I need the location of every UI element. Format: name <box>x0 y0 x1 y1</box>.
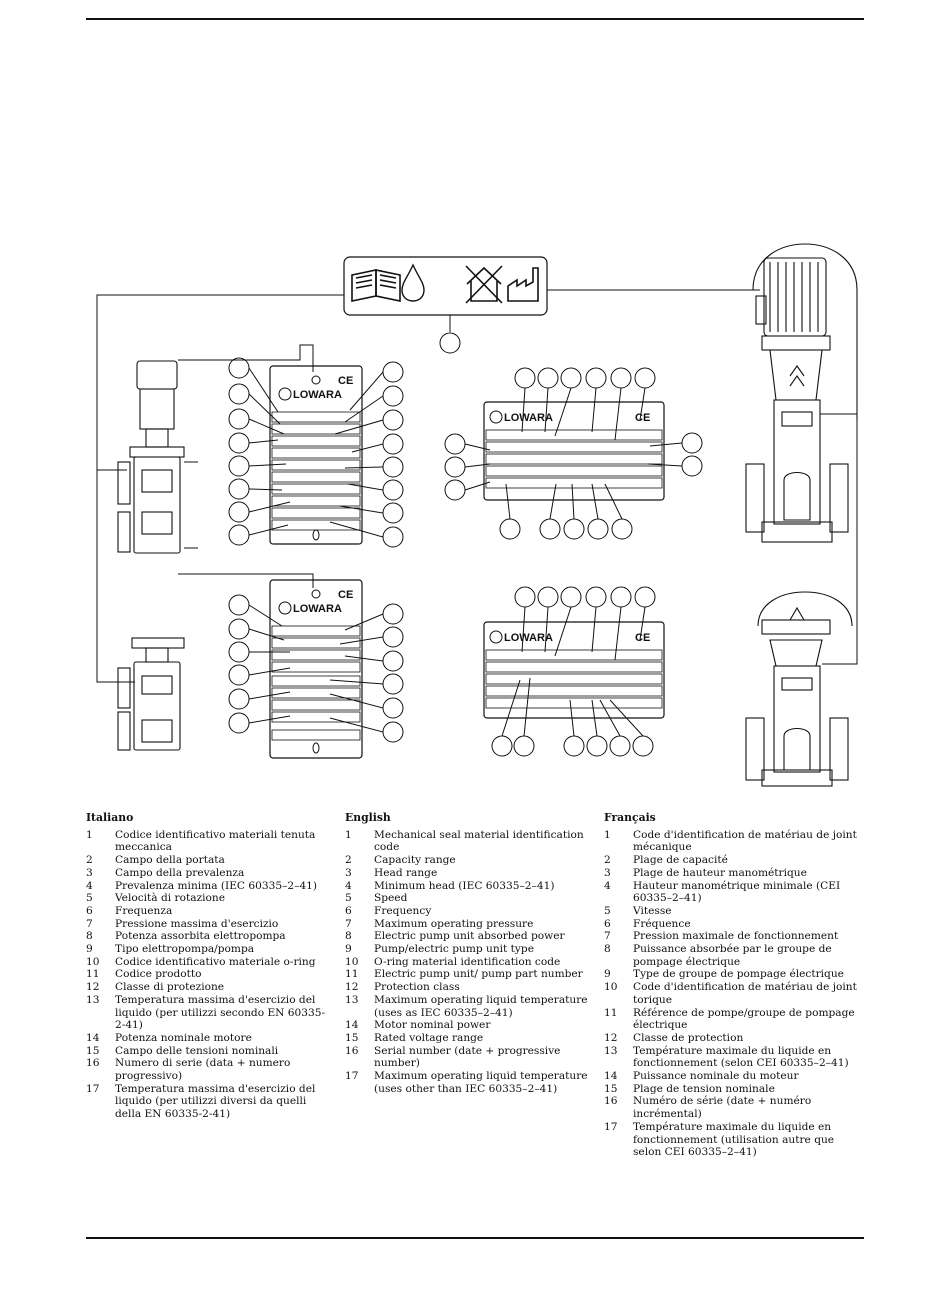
logo-plate-a: LOWARA <box>293 389 342 401</box>
legend-item-number: 2 <box>604 854 611 867</box>
legend-item-number: 14 <box>345 1019 359 1032</box>
legend-item <box>345 1019 590 1032</box>
legend-item-text: Rated voltage range <box>374 1031 484 1044</box>
legend-item <box>345 1070 590 1095</box>
legend-item <box>86 918 326 931</box>
legend-item <box>604 1083 862 1096</box>
no-household-waste-icon <box>466 266 502 303</box>
legend-item <box>86 867 326 880</box>
legend-item-text: Serial number (date + progressive number) <box>374 1044 561 1070</box>
legend-item-number: 4 <box>345 879 352 892</box>
legend-item-text: Minimum head (IEC 60335–2–41) <box>374 879 555 892</box>
legend-item-text: Head range <box>374 866 438 879</box>
legend-item-text: Température maximale du liquide en fonctionnement (selon CEI 60335–2–41) <box>633 1044 849 1070</box>
legend-item <box>345 994 590 1019</box>
legend-item-number: 14 <box>86 1031 100 1044</box>
legend-item-text: Velocità di rotazione <box>115 892 225 905</box>
legend-item-text: Pression maximale de fonctionnement <box>633 930 839 943</box>
pump-bottom-right <box>746 592 852 786</box>
legend-item-number: 17 <box>604 1120 618 1133</box>
legend-item-number: 14 <box>604 1070 618 1083</box>
legend-item <box>604 854 862 867</box>
legend-heading: Italiano <box>86 811 134 824</box>
legend-item-text: Tipo elettropompa/pompa <box>115 943 255 956</box>
legend-item <box>345 854 590 867</box>
legend-item-number: 13 <box>604 1044 618 1057</box>
legend-item <box>604 1070 862 1083</box>
legend-item-text: Speed <box>374 892 408 905</box>
legend-item-text: Puissance nominale du moteur <box>633 1070 799 1083</box>
legend-item-number: 2 <box>345 854 352 867</box>
legend-item-text: Vitesse <box>633 904 672 917</box>
manual-book-icon <box>352 270 400 301</box>
legend-item-text: Potenza nominale motore <box>115 1031 252 1044</box>
legend-item-number: 5 <box>604 904 611 917</box>
legend-item-text: Pressione massima d'esercizio <box>115 917 279 930</box>
legend-item-number: 13 <box>86 993 100 1006</box>
legend-item-text: Classe de protection <box>633 1031 744 1044</box>
legend-item-text: Plage de hauteur manométrique <box>633 866 807 879</box>
ce-plate-b: CE <box>338 589 354 601</box>
legend-item <box>345 968 590 981</box>
legend-item <box>86 981 326 994</box>
legend-item <box>604 968 862 981</box>
legend-item <box>345 1032 590 1045</box>
legend-item-number: 7 <box>604 930 611 943</box>
legend-item-text: Puissance absorbée par le groupe de pompage électrique <box>633 943 832 968</box>
legend-item-number: 12 <box>86 981 100 994</box>
legend-item-text: Campo delle tensioni nominali <box>115 1044 279 1057</box>
legend-item-number: 5 <box>86 892 93 905</box>
pump-top-left <box>118 361 198 553</box>
legend-item-text: Fréquence <box>633 917 691 930</box>
legend-item-text: Maximum operating liquid temperature (uses as IEC 60335–2–41) <box>374 993 588 1019</box>
legend-item-number: 15 <box>345 1031 359 1044</box>
ce-plate-a: CE <box>338 375 354 387</box>
nameplate-a <box>229 358 403 547</box>
legend-item <box>86 930 326 943</box>
legend-item-text: Temperatura massima d'esercizio del liquido (per utilizzi diversi da quelli della EN 60335-2-41) <box>115 1082 316 1121</box>
legend-item <box>345 943 590 956</box>
legend-item-text: Mechanical seal material identification code <box>374 828 584 854</box>
legend-item-number: 7 <box>345 917 352 930</box>
legend-francais <box>604 812 862 1159</box>
pump-bottom-left <box>118 638 184 750</box>
logo-plate-b: LOWARA <box>293 603 342 615</box>
legend-item <box>604 867 862 880</box>
legend-item-text: Capacity range <box>374 854 456 867</box>
legend-item-text: Codice identificativo materiali tenuta meccanica <box>115 828 316 854</box>
legend-item <box>86 854 326 867</box>
legend-heading: Français <box>604 811 656 824</box>
legend-item-number: 13 <box>345 993 359 1006</box>
legend-item-text: Electric pump unit/ pump part number <box>374 968 583 981</box>
legend-item-text: Potenza assorbita elettropompa <box>115 930 286 943</box>
legend-item-number: 6 <box>86 904 93 917</box>
factory-icon <box>508 268 538 301</box>
legend-item-text: Maximum operating pressure <box>374 917 534 930</box>
legend-item-number: 1 <box>86 828 93 841</box>
legend-item-text: Référence de pompe/groupe de pompage électrique <box>633 1006 855 1032</box>
legend-item <box>604 943 862 968</box>
legend-item-number: 16 <box>604 1095 618 1108</box>
legend-item-number: 12 <box>345 981 359 994</box>
legend-item-number: 10 <box>345 955 359 968</box>
pump-top-right <box>746 244 857 542</box>
legend-item-number: 1 <box>345 828 352 841</box>
legend-item-number: 17 <box>86 1082 100 1095</box>
legend-item-number: 15 <box>86 1044 100 1057</box>
legend-item-text: Codice prodotto <box>115 968 202 981</box>
legend-item-number: 10 <box>604 981 618 994</box>
legend-item-text: Frequenza <box>115 904 173 917</box>
legend-item-text: Frequency <box>374 904 432 917</box>
legend-item-text: Type de groupe de pompage électrique <box>633 968 844 981</box>
legend-item <box>345 981 590 994</box>
legend-item-number: 17 <box>345 1070 359 1083</box>
legend-item <box>86 1057 326 1082</box>
legend-item <box>604 981 862 1006</box>
legend-italiano <box>86 812 326 1121</box>
legend-list <box>604 829 862 1159</box>
legend-item-number: 8 <box>86 930 93 943</box>
legend-item-text: Protection class <box>374 981 460 994</box>
legend-item <box>604 1121 862 1159</box>
legend-item-number: 1 <box>604 828 611 841</box>
legend-item <box>604 918 862 931</box>
logo-plate-d: LOWARA <box>504 632 553 644</box>
legend-item-text: Motor nominal power <box>374 1019 491 1032</box>
legend-item-text: Campo della prevalenza <box>115 866 245 879</box>
legend-item <box>604 1095 862 1120</box>
legend-list <box>345 829 590 1096</box>
legend-item <box>345 892 590 905</box>
legend-item-number: 5 <box>345 892 352 905</box>
legend-item <box>345 829 590 854</box>
legend-item <box>86 905 326 918</box>
legend-item <box>86 829 326 854</box>
legend-item-text: Prevalenza minima (IEC 60335–2–41) <box>115 879 318 892</box>
legend-item-number: 11 <box>604 1006 618 1019</box>
legend-item <box>86 1032 326 1045</box>
legend-english <box>345 812 590 1095</box>
legend-item <box>345 867 590 880</box>
legend-item <box>345 956 590 969</box>
legend-item <box>86 943 326 956</box>
legend-item <box>345 930 590 943</box>
legend-item <box>86 1083 326 1121</box>
logo-plate-c: LOWARA <box>504 412 553 424</box>
legend-item-text: Maximum operating liquid temperature (uses other than IEC 60335–2–41) <box>374 1070 588 1095</box>
legend-item-number: 2 <box>86 854 93 867</box>
legend-item-text: Classe di protezione <box>115 981 225 994</box>
legend-item-number: 3 <box>604 866 611 879</box>
legend-item-number: 12 <box>604 1031 618 1044</box>
legend-item-number: 3 <box>345 866 352 879</box>
legend-item-number: 16 <box>345 1044 359 1057</box>
legend-item-text: Numéro de série (date + numéro incrémental) <box>633 1095 812 1121</box>
legend-item-number: 9 <box>604 968 611 981</box>
legend-item <box>345 918 590 931</box>
legend-list <box>86 829 326 1121</box>
legend-item-number: 8 <box>345 930 352 943</box>
legend-item-number: 4 <box>604 879 611 892</box>
legend-item-text: Temperatura massima d'esercizio del liquido (per utilizzi secondo EN 60335-2-41) <box>115 993 326 1032</box>
ce-plate-d: CE <box>635 632 651 644</box>
legend-item <box>604 930 862 943</box>
nameplate-d <box>484 587 664 756</box>
legend-item <box>604 880 862 905</box>
legend-item-text: Code d'identification de matériau de joint torique <box>633 981 857 1006</box>
legend-item-number: 6 <box>345 904 352 917</box>
legend-item <box>345 905 590 918</box>
nameplate-c <box>445 368 702 539</box>
legend-item-number: 4 <box>86 879 93 892</box>
legend-item-text: Campo della portata <box>115 854 225 867</box>
legend-item-number: 7 <box>86 917 93 930</box>
legend-item <box>86 994 326 1032</box>
legend-item-text: Pump/electric pump unit type <box>374 943 534 956</box>
legend-item-text: Codice identificativo materiale o-ring <box>115 955 316 968</box>
legend-item-number: 9 <box>345 943 352 956</box>
legend-item <box>86 892 326 905</box>
legend-item-number: 9 <box>86 943 93 956</box>
legend-item-text: O-ring material identification code <box>374 955 561 968</box>
legend-item <box>604 1045 862 1070</box>
legend-item <box>86 1045 326 1058</box>
legend-item-number: 3 <box>86 866 93 879</box>
legend-item <box>604 905 862 918</box>
legend-item-text: Température maximale du liquide en fonctionnement (utilisation autre que selon CEI 60335–2–41) <box>633 1120 835 1159</box>
legend-item-text: Hauteur manométrique minimale (CEI 60335–2–41) <box>633 879 841 905</box>
legend-item <box>86 880 326 893</box>
legend-item <box>604 1007 862 1032</box>
legend-item <box>604 829 862 854</box>
legend-item <box>345 1045 590 1070</box>
legend-item-text: Code d'identification de matériau de joint mécanique <box>633 828 857 854</box>
legend-item-number: 11 <box>345 968 359 981</box>
legend-item-number: 11 <box>86 968 100 981</box>
legend-item-number: 8 <box>604 943 611 956</box>
legend-item <box>86 968 326 981</box>
legend-item-text: Electric pump unit absorbed power <box>374 930 565 943</box>
bottom-rule <box>86 1237 864 1239</box>
legend-item-number: 6 <box>604 917 611 930</box>
legend-item-number: 10 <box>86 955 100 968</box>
legend-heading: English <box>345 811 391 824</box>
legend-item <box>604 1032 862 1045</box>
legend-item-text: Plage de capacité <box>633 854 728 867</box>
legend-item <box>345 880 590 893</box>
legend-item-text: Numero di serie (data + numero progressivo) <box>115 1057 291 1083</box>
water-drop-icon <box>402 265 424 301</box>
legend-item <box>86 956 326 969</box>
legend-item-number: 15 <box>604 1082 618 1095</box>
legend-item-text: Plage de tension nominale <box>633 1082 775 1095</box>
ce-plate-c: CE <box>635 412 651 424</box>
legend-item-number: 16 <box>86 1057 100 1070</box>
